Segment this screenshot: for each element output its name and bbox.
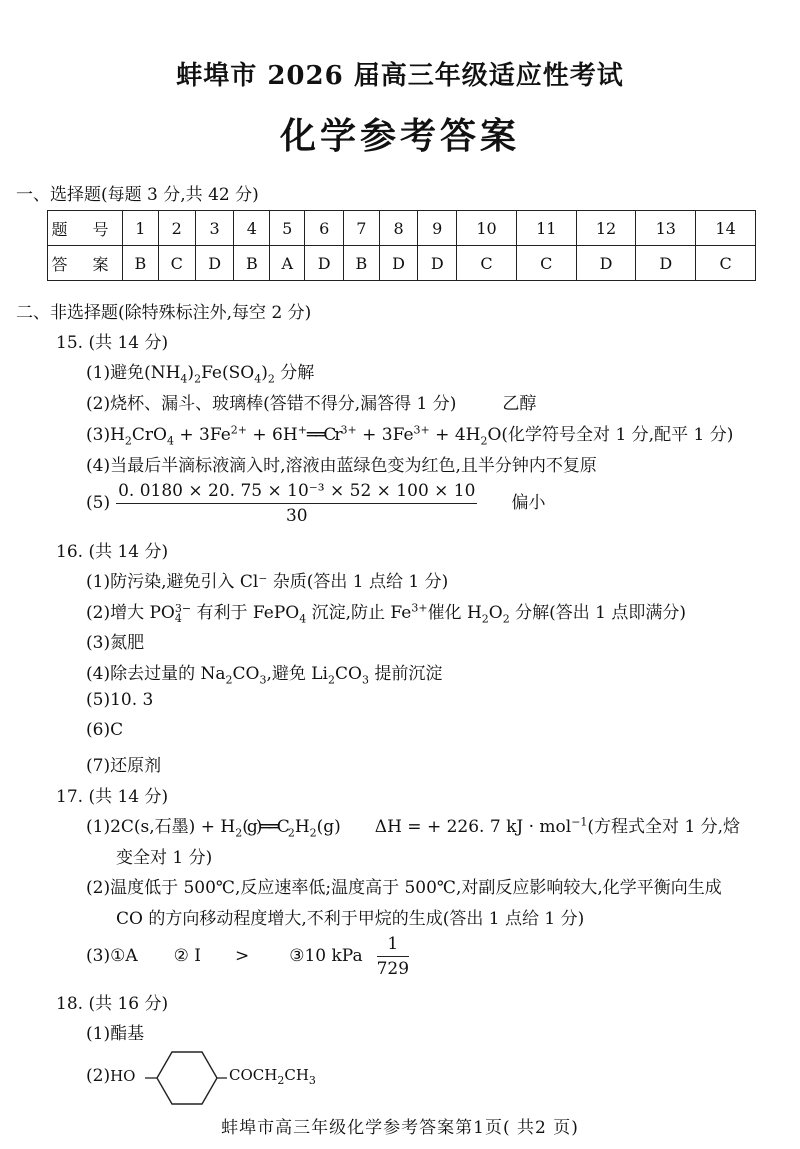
question-number-cell: 11 — [516, 211, 576, 246]
answer-cell: C — [457, 246, 517, 281]
answer-cell: D — [576, 246, 636, 281]
question-number-cell: 10 — [457, 211, 517, 246]
q18-answer-1: (1)酯基 — [86, 1024, 145, 1044]
q17-answer-1: (1)2C(s,石墨) + $H_2(g)══C_2H_2(g) \Delta H$ = + 226. 7 kJ · mol$^{-1}$(方程式全对 1 分,焓 — [86, 815, 741, 840]
question-number-row — [48, 211, 756, 246]
question-number-cell: 4 — [234, 211, 270, 246]
q15-answer-5: (5) $\frac{\text{0. 0180 × 20. 75 × 10⁻³ × 52 × 100 × 10}}{30}$ 偏小 — [86, 481, 546, 526]
question-number-cell: 1 — [123, 211, 159, 246]
q18-answer-2: (2)HO — [86, 1066, 136, 1086]
row-label-answer: 答 案 — [48, 246, 123, 281]
question-number-cell: 2 — [158, 211, 195, 246]
q16-answer-5: (5)10. 3 — [86, 690, 154, 710]
page-footer: 蚌埠市高三年级化学参考答案第1页( 共2 页) — [221, 1118, 579, 1138]
question-number-cell: 12 — [576, 211, 636, 246]
question-number-cell: 3 — [195, 211, 234, 246]
q15-answer-2-solvent: 乙醇 — [502, 394, 537, 414]
answer-cell: D — [305, 246, 344, 281]
benzene-ring-structure — [145, 1046, 227, 1110]
q17-header: 17. (共 14 分) — [56, 787, 169, 807]
answer-cell: A — [270, 246, 305, 281]
q15-answer-3: $(3)H_2CrO_4 + 3Fe^{2+}$ + $6H^+══Cr^{3+} + 3Fe^{3+} + 4H_2O$(化学符号全对 1 分,配平 1 分) — [86, 423, 734, 448]
question-number-cell: 9 — [418, 211, 457, 246]
q15-answer-4: (4)当最后半滴标液滴入时,溶液由蓝绿色变为红色,且半分钟内不复原 — [86, 456, 597, 476]
q16-answer-3: (3)氮肥 — [86, 633, 145, 653]
answer-table — [47, 210, 756, 281]
row-label-question: 题 号 — [48, 211, 123, 246]
answer-cell: C — [696, 246, 756, 281]
q18-substituent: $COCH_2CH_3$ — [229, 1066, 316, 1087]
exam-title: 蚌埠市 2026 届高三年级适应性考试 — [176, 61, 624, 91]
q15-header: 15. (共 14 分) — [56, 333, 169, 353]
q17-answer-1-continued: 变全对 1 分) — [116, 848, 213, 868]
q15-fraction: $\frac{\text{0. 0180 × 20. 75 × 10⁻³ × 52 × 100 × 10}}{30}$ — [118, 481, 476, 526]
section2-title: 二、非选择题(除特殊标注外,每空 2 分) — [16, 303, 312, 323]
answer-cell: B — [344, 246, 380, 281]
document-title: 化学参考答案 — [279, 115, 520, 157]
q17-answer-3: (3)①A ② Ⅰ > ③10 kPa $\frac{1}{729}$ — [86, 934, 410, 979]
answer-cell: D — [636, 246, 696, 281]
question-number-cell: 7 — [344, 211, 380, 246]
answer-cell: B — [234, 246, 270, 281]
q16-answer-6: (6)C — [86, 720, 124, 740]
q16-answer-1: (1)防污染,避免引入 Cl⁻ 杂质(答出 1 点给 1 分) — [86, 572, 449, 592]
question-number-cell: 13 — [636, 211, 696, 246]
answer-cell: D — [195, 246, 234, 281]
q16-answer-2: (2)增大 PO 3− 4 有利于 FePO$_4$ 沉淀,防止 $Fe^{3+}$催化 $H_2O_2$ 分解(答出 1 点即满分) — [86, 601, 687, 626]
question-number-cell: 14 — [696, 211, 756, 246]
question-number-cell: 8 — [379, 211, 418, 246]
q17-answer-2-continued: CO 的方向移动程度增大,不利于甲烷的生成(答出 1 点给 1 分) — [116, 909, 585, 929]
q16-header: 16. (共 14 分) — [56, 542, 169, 562]
q17-answer-2: (2)温度低于 500℃,反应速率低;温度高于 500℃,对副反应影响较大,化学平衡向生成 — [86, 878, 722, 898]
q15-answer-1: (1)避免$(NH_4)_2Fe(SO_4)_2$ 分解 — [86, 363, 315, 386]
q16-answer-4: (4)除去过量的 $Na_2CO_3$,避免 $Li_2CO_3$ 提前沉淀 — [86, 664, 443, 687]
q15-answer-2: (2)烧杯、漏斗、玻璃棒(答错不得分,漏答得 1 分) 乙醇 — [86, 394, 537, 414]
answer-cell: B — [123, 246, 159, 281]
answer-cell: C — [158, 246, 195, 281]
question-number-cell: 5 — [270, 211, 305, 246]
answer-row — [48, 246, 756, 281]
q17-fraction: $\frac{1}{729}$ — [376, 934, 410, 979]
section1-title: 一、选择题(每题 3 分,共 42 分) — [16, 185, 259, 205]
answer-cell: D — [379, 246, 418, 281]
answer-cell: D — [418, 246, 457, 281]
question-number-cell: 6 — [305, 211, 344, 246]
q18-header: 18. (共 16 分) — [56, 994, 169, 1014]
q16-answer-7: (7)还原剂 — [86, 756, 162, 776]
answer-cell: C — [516, 246, 576, 281]
